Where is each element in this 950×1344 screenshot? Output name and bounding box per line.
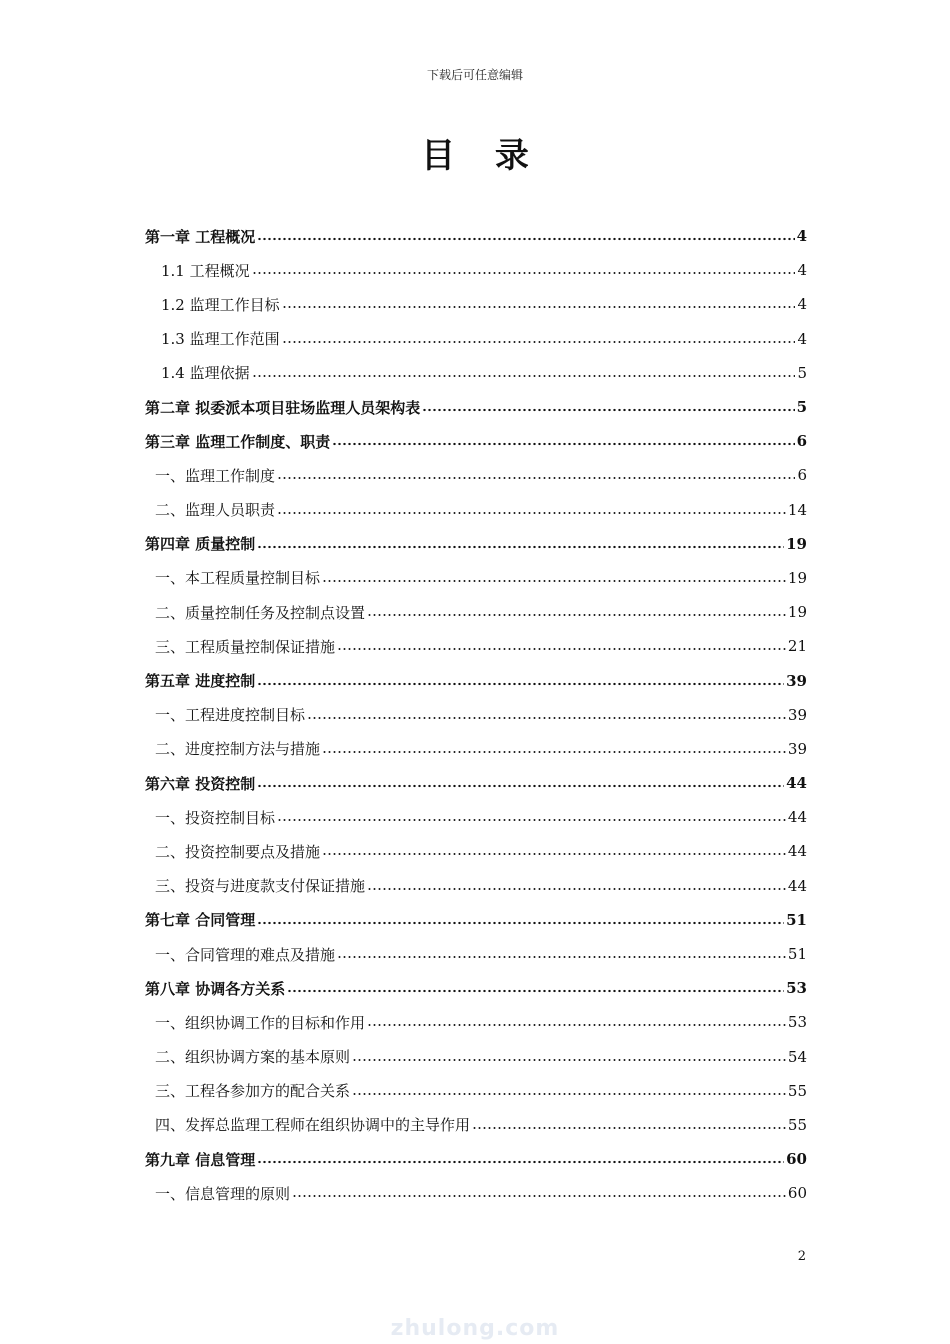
- watermark: zhulong.com: [390, 1316, 560, 1341]
- toc-page-number: 4: [797, 329, 807, 348]
- toc-dot-leader: [257, 545, 784, 549]
- toc-page-number: 44: [787, 876, 807, 895]
- toc-chapter-entry[interactable]: [145, 766, 807, 800]
- toc-page-number: 19: [787, 603, 807, 622]
- toc-entry-title: 第五章 进度控制: [145, 672, 256, 691]
- header-note: 下载后可任意编辑: [426, 68, 523, 82]
- toc-section-entry[interactable]: [145, 869, 807, 903]
- toc-section-entry[interactable]: [145, 937, 807, 971]
- toc-dot-leader: [367, 613, 786, 617]
- toc-page-number: 6: [797, 466, 807, 485]
- toc-page-number: 55: [787, 1115, 807, 1134]
- toc-dot-leader: [367, 1023, 786, 1027]
- toc-section-entry[interactable]: [145, 493, 807, 527]
- toc-section-entry[interactable]: [145, 356, 807, 390]
- toc-dot-leader: [352, 1058, 786, 1062]
- toc-dot-leader: [332, 442, 794, 446]
- toc-entry-title: 第七章 合同管理: [145, 911, 256, 930]
- toc-page-number: 60: [786, 1150, 807, 1169]
- toc-section-entry[interactable]: [145, 732, 807, 766]
- toc-entry-title: 1.4 监理依据: [161, 364, 250, 383]
- toc-entry-title: 一、工程进度控制目标: [155, 706, 306, 725]
- toc-chapter-entry[interactable]: [145, 971, 807, 1005]
- toc-dot-leader: [472, 1126, 786, 1130]
- toc-page-number: 4: [797, 261, 807, 280]
- toc-dot-leader: [307, 716, 786, 720]
- toc-dot-leader: [422, 408, 794, 412]
- toc-section-entry[interactable]: [145, 322, 807, 356]
- toc-dot-leader: [252, 374, 796, 378]
- toc-page-number: 55: [787, 1081, 807, 1100]
- toc-section-entry[interactable]: [145, 1040, 807, 1074]
- toc-page-number: 51: [787, 945, 807, 964]
- toc-page-number: 53: [786, 979, 807, 998]
- toc-entry-title: 一、本工程质量控制目标: [155, 569, 321, 588]
- toc-entry-title: 三、工程质量控制保证措施: [155, 637, 336, 656]
- toc-section-entry[interactable]: [145, 1005, 807, 1039]
- toc-page-number: 5: [796, 398, 807, 417]
- toc-dot-leader: [252, 271, 796, 275]
- toc-entry-title: 二、监理人员职责: [155, 501, 276, 520]
- toc-dot-leader: [277, 511, 786, 515]
- toc-dot-leader: [337, 955, 786, 959]
- toc-section-entry[interactable]: [145, 698, 807, 732]
- toc-chapter-entry[interactable]: [145, 663, 807, 697]
- toc-dot-leader: [322, 750, 786, 754]
- toc-page-number: 39: [787, 739, 807, 758]
- toc-entry-title: 二、进度控制方法与措施: [155, 740, 321, 759]
- toc-entry-title: 1.3 监理工作范围: [161, 330, 280, 349]
- toc-page-number: 60: [787, 1184, 807, 1203]
- toc-dot-leader: [292, 1194, 786, 1198]
- toc-page-number: 53: [787, 1013, 807, 1032]
- toc-entry-title: 一、信息管理的原则: [155, 1184, 291, 1203]
- toc-entry-title: 第一章 工程概况: [145, 227, 256, 246]
- toc-section-entry[interactable]: [145, 253, 807, 287]
- toc-dot-leader: [257, 921, 784, 925]
- toc-entry-title: 二、组织协调方案的基本原则: [155, 1048, 351, 1067]
- toc-page-number: 39: [787, 705, 807, 724]
- toc-entry-title: 三、工程各参加方的配合关系: [155, 1082, 351, 1101]
- toc-chapter-entry[interactable]: [145, 1142, 807, 1176]
- toc-entry-title: 第六章 投资控制: [145, 774, 256, 793]
- toc-page-number: 51: [786, 910, 807, 929]
- toc-page-number: 14: [787, 500, 807, 519]
- toc-dot-leader: [352, 1092, 786, 1096]
- page-title: 目 录: [421, 136, 543, 176]
- toc-page-number: 44: [787, 808, 807, 827]
- toc-chapter-entry[interactable]: [145, 527, 807, 561]
- toc-dot-leader: [287, 989, 784, 993]
- toc-page-number: 54: [787, 1047, 807, 1066]
- toc-page-number: 44: [787, 842, 807, 861]
- toc-section-entry[interactable]: [145, 458, 807, 492]
- toc-section-entry[interactable]: [145, 287, 807, 321]
- toc-entry-title: 第九章 信息管理: [145, 1150, 256, 1169]
- toc-entry-title: 三、投资与进度款支付保证措施: [155, 877, 366, 896]
- table-of-contents: [145, 219, 807, 1210]
- toc-chapter-entry[interactable]: [145, 903, 807, 937]
- toc-entry-title: 1.1 工程概况: [161, 261, 250, 280]
- toc-section-entry[interactable]: [145, 800, 807, 834]
- toc-section-entry[interactable]: [145, 1074, 807, 1108]
- toc-entry-title: 四、发挥总监理工程师在组织协调中的主导作用: [155, 1116, 471, 1135]
- toc-page-number: 6: [796, 432, 807, 451]
- toc-dot-leader: [367, 887, 786, 891]
- toc-page-number: 4: [796, 227, 807, 246]
- toc-page-number: 5: [797, 363, 807, 382]
- toc-page-number: 4: [797, 295, 807, 314]
- toc-section-entry[interactable]: [145, 1176, 807, 1210]
- toc-page-number: 19: [786, 534, 807, 553]
- toc-entry-title: 二、质量控制任务及控制点设置: [155, 603, 366, 622]
- toc-dot-leader: [277, 476, 795, 480]
- toc-page-number: 39: [786, 671, 807, 690]
- toc-entry-title: 一、组织协调工作的目标和作用: [155, 1013, 366, 1032]
- toc-entry-title: 1.2 监理工作目标: [161, 295, 280, 314]
- toc-dot-leader: [257, 784, 784, 788]
- toc-chapter-entry[interactable]: [145, 424, 807, 458]
- page-number: 2: [797, 1249, 806, 1264]
- toc-dot-leader: [322, 579, 786, 583]
- toc-chapter-entry[interactable]: [145, 390, 807, 424]
- toc-page-number: 44: [786, 774, 807, 793]
- toc-entry-title: 第三章 监理工作制度、职责: [145, 432, 331, 451]
- toc-section-entry[interactable]: [145, 595, 807, 629]
- toc-dot-leader: [277, 818, 786, 822]
- toc-dot-leader: [282, 305, 796, 309]
- toc-dot-leader: [257, 1160, 784, 1164]
- toc-dot-leader: [257, 682, 784, 686]
- toc-section-entry[interactable]: [145, 561, 807, 595]
- toc-entry-title: 一、合同管理的难点及措施: [155, 945, 336, 964]
- toc-entry-title: 一、监理工作制度: [155, 466, 276, 485]
- toc-entry-title: 第四章 质量控制: [145, 535, 256, 554]
- toc-entry-title: 一、投资控制目标: [155, 808, 276, 827]
- toc-section-entry[interactable]: [145, 1108, 807, 1142]
- toc-dot-leader: [257, 237, 794, 241]
- toc-section-entry[interactable]: [145, 834, 807, 868]
- toc-page-number: 19: [787, 568, 807, 587]
- toc-dot-leader: [337, 647, 786, 651]
- toc-dot-leader: [322, 852, 786, 856]
- toc-chapter-entry[interactable]: [145, 219, 807, 253]
- toc-dot-leader: [282, 340, 796, 344]
- toc-page-number: 21: [787, 637, 807, 656]
- toc-entry-title: 第八章 协调各方关系: [145, 979, 286, 998]
- toc-entry-title: 第二章 拟委派本项目驻场监理人员架构表: [145, 398, 421, 417]
- toc-entry-title: 二、投资控制要点及措施: [155, 842, 321, 861]
- toc-section-entry[interactable]: [145, 629, 807, 663]
